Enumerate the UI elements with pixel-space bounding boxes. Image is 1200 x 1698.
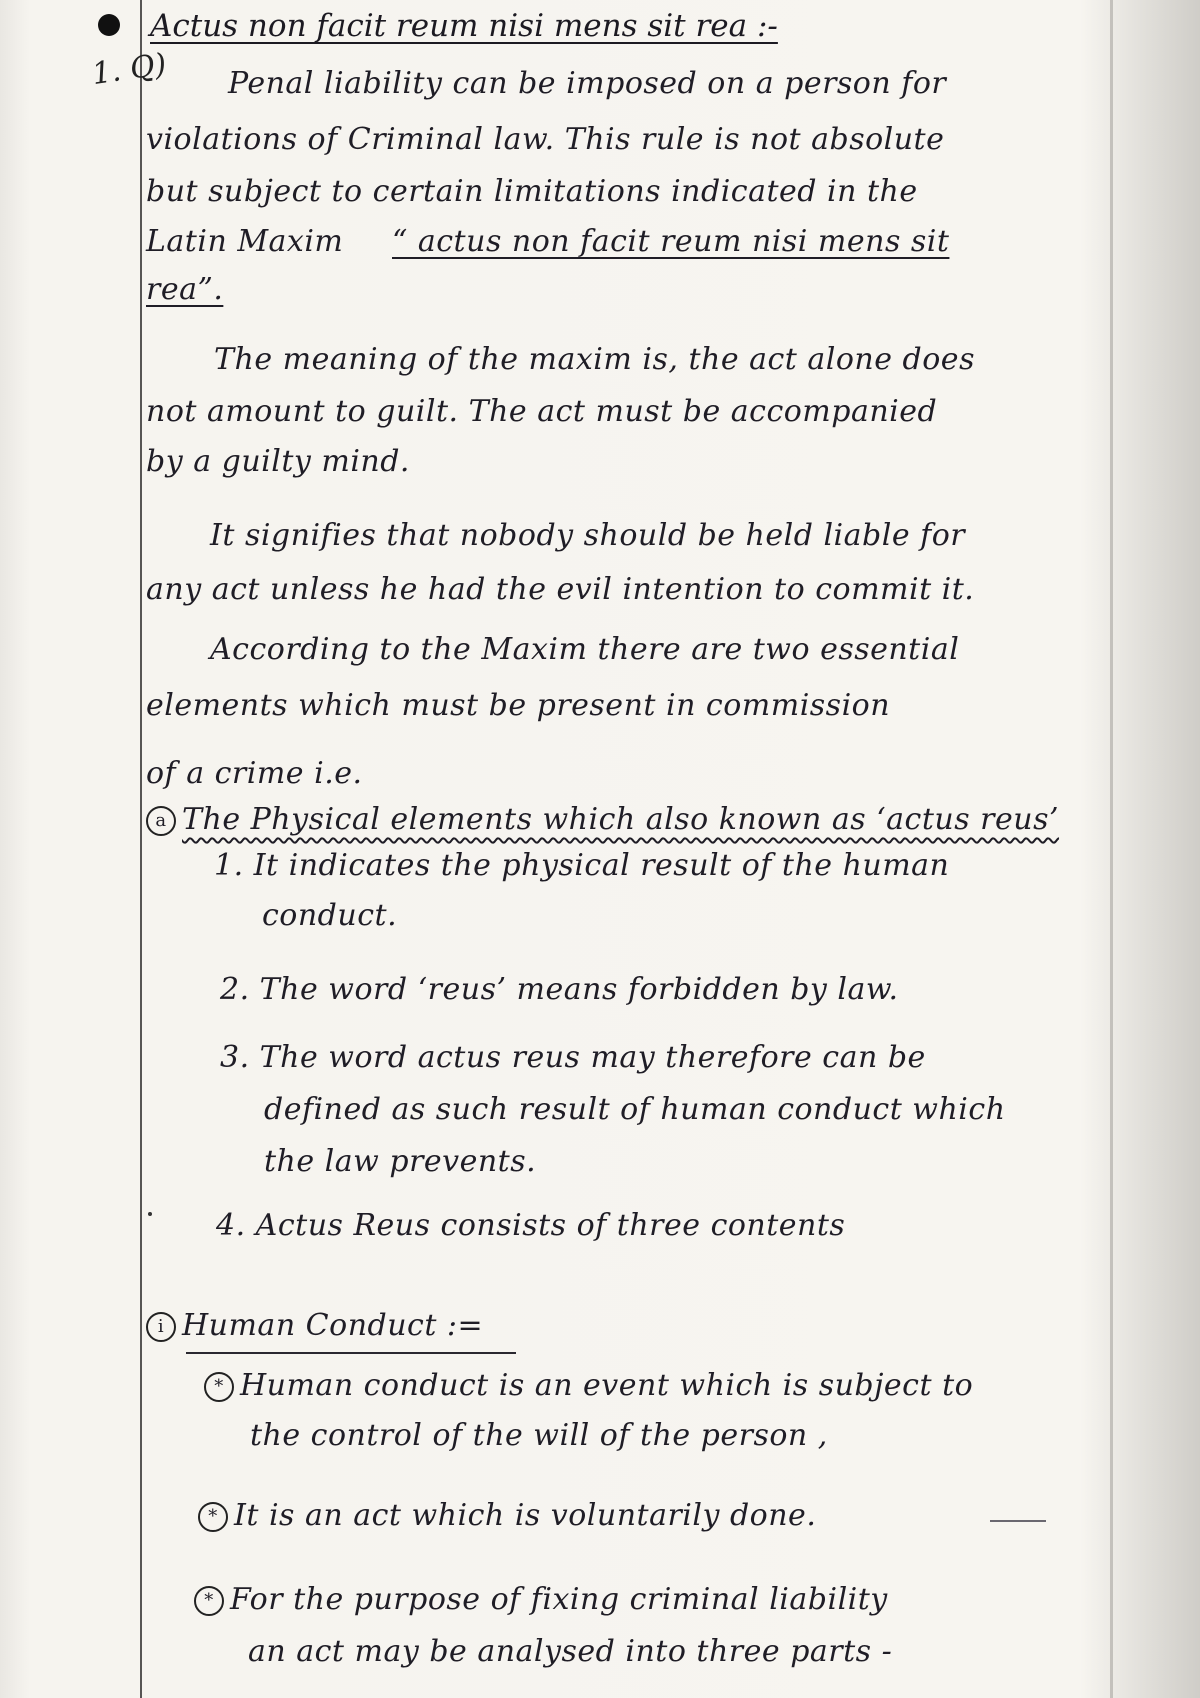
para4-line: of a crime i.e.	[146, 756, 363, 791]
point-number: 4.	[216, 1208, 246, 1243]
stray-dot	[148, 1212, 152, 1216]
point-number: 3.	[220, 1040, 250, 1075]
asterisk-icon: *	[204, 1372, 234, 1402]
point-1	[214, 846, 949, 886]
question-number: 1. Q)	[89, 46, 169, 93]
para4-line: elements which must be present in commission	[146, 688, 891, 723]
bullet-text: For the purpose of fixing criminal liability	[230, 1582, 888, 1617]
asterisk-icon: *	[198, 1502, 228, 1532]
point-2	[220, 970, 899, 1010]
para2-line: The meaning of the maxim is, the act alone does	[214, 342, 975, 377]
section-marker: i	[146, 1312, 176, 1342]
para1-line: Penal liability can be imposed on a person for	[228, 66, 947, 101]
bullet-dot-icon	[98, 14, 120, 36]
trailing-dash	[990, 1520, 1046, 1522]
section-underline	[186, 1352, 516, 1354]
para1-line: violations of Criminal law. This rule is not absolute	[146, 122, 945, 157]
element-a-marker: a	[146, 806, 176, 836]
page-edge	[1110, 0, 1113, 1698]
point-text: The word ‘reus’ means forbidden by law.	[259, 972, 899, 1007]
asterisk-icon: *	[194, 1586, 224, 1616]
bullet-item	[194, 1580, 888, 1620]
element-a	[146, 800, 1059, 840]
para1-line: rea”.	[146, 272, 224, 307]
point-number: 2.	[220, 972, 250, 1007]
point-number: 1.	[214, 848, 244, 883]
element-a-text: The Physical elements which also known as ‘actus reus’	[182, 802, 1060, 837]
point-text: defined as such result of human conduct which	[264, 1092, 1006, 1127]
point-text: The word actus reus may therefore can be	[259, 1040, 926, 1075]
margin-line	[140, 0, 142, 1698]
bullet-item	[204, 1366, 973, 1406]
section-human-conduct	[146, 1306, 483, 1346]
bullet-text: the control of the will of the person ,	[250, 1418, 828, 1453]
point-text: the law prevents.	[264, 1144, 537, 1179]
bullet-text: Human conduct is an event which is subject to	[240, 1368, 974, 1403]
point-text: Actus Reus consists of three contents	[255, 1208, 846, 1243]
point-3	[220, 1038, 926, 1078]
section-title: Human Conduct :=	[182, 1308, 484, 1343]
para2-line: by a guilty mind.	[146, 444, 410, 479]
para3-line: any act unless he had the evil intention to commit it.	[146, 572, 975, 607]
page-heading: Actus non facit reum nisi mens sit rea :-	[150, 8, 778, 44]
point-4	[216, 1206, 845, 1246]
para3-line: It signifies that nobody should be held liable for	[210, 518, 966, 553]
bullet-text: an act may be analysed into three parts -	[248, 1634, 893, 1669]
maxim-quote: “ actus non facit reum nisi mens sit	[392, 224, 950, 259]
point-text: It indicates the physical result of the human	[253, 848, 950, 883]
bullet-text: It is an act which is voluntarily done.	[234, 1498, 817, 1533]
para1-line: Latin Maxim	[146, 224, 344, 259]
point-text: conduct.	[262, 898, 398, 933]
para1-line: but subject to certain limitations indicated in the	[146, 174, 918, 209]
para2-line: not amount to guilt. The act must be accompanied	[146, 394, 938, 429]
para4-line: According to the Maxim there are two essential	[210, 632, 960, 667]
bullet-item	[198, 1496, 816, 1536]
